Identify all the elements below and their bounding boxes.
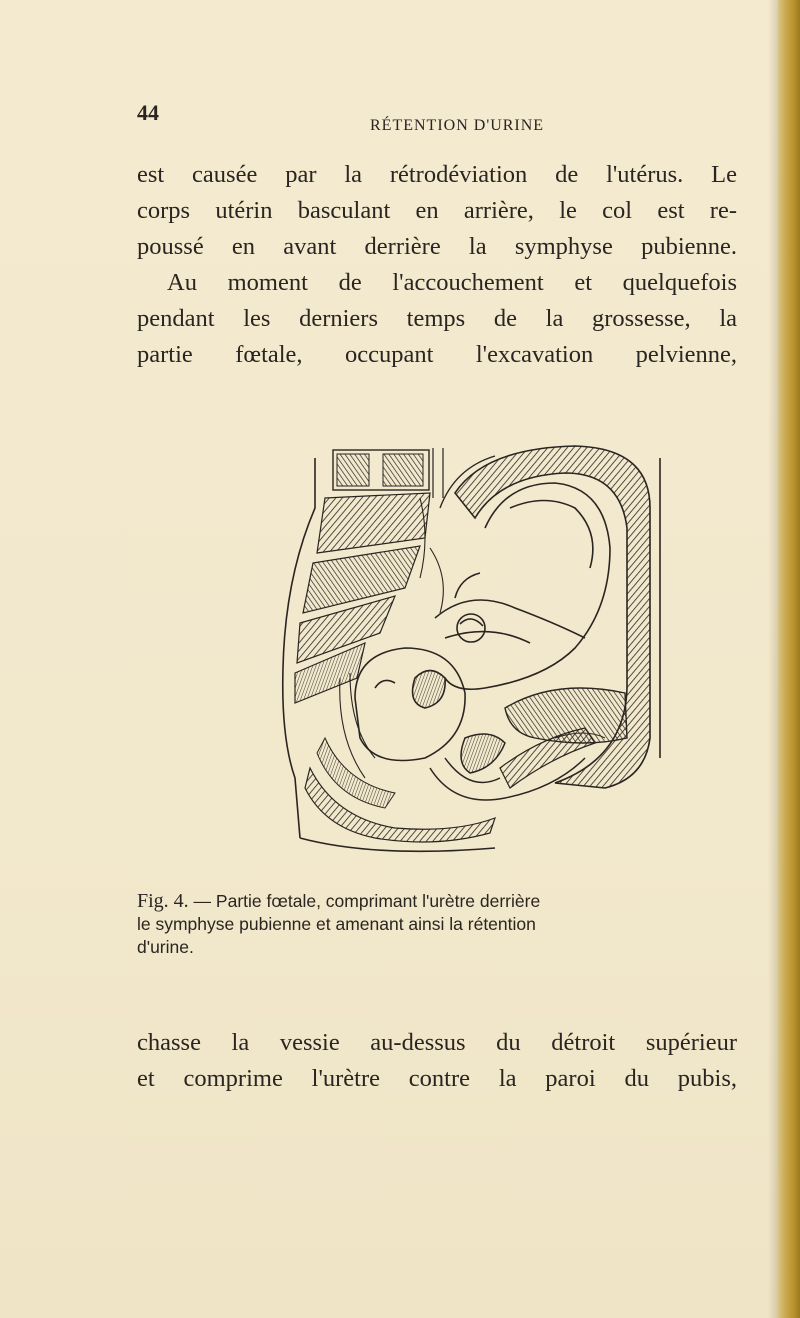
figure-label: Fig. 4.: [137, 890, 189, 912]
caption-line: d'urine.: [137, 937, 194, 957]
text-line: partie fœtale, occupant l'excavation pelvienne,: [137, 341, 737, 368]
figure-caption: [137, 890, 737, 959]
page-fold-shadow: [768, 0, 778, 1318]
caption-line: le symphyse pubienne et amenant ainsi la rétention: [137, 914, 536, 934]
text-line: corps utérin basculant en arrière, le col est re-: [137, 197, 737, 224]
paragraph-top: [137, 157, 737, 373]
text-line: pendant les derniers temps de la grossesse, la: [137, 305, 737, 332]
text-line: est causée par la rétrodéviation de l'utérus. Le: [137, 161, 737, 188]
text-line: chasse la vessie au-dessus du détroit supérieur: [137, 1029, 737, 1056]
page-number: 44: [137, 100, 159, 125]
running-title: RÉTENTION D'URINE: [370, 117, 545, 134]
text-line: Au moment de l'accouchement et quelquefois: [167, 269, 737, 296]
paragraph-bottom: [137, 1025, 737, 1097]
page-edge: [778, 0, 800, 1318]
anatomical-illustration: [255, 438, 675, 868]
text-line: et comprime l'urètre contre la paroi du pubis,: [137, 1065, 737, 1092]
caption-line: — Partie fœtale, comprimant l'urètre derrière: [188, 891, 541, 911]
text-line: poussé en avant derrière la symphyse pubienne.: [137, 233, 737, 260]
